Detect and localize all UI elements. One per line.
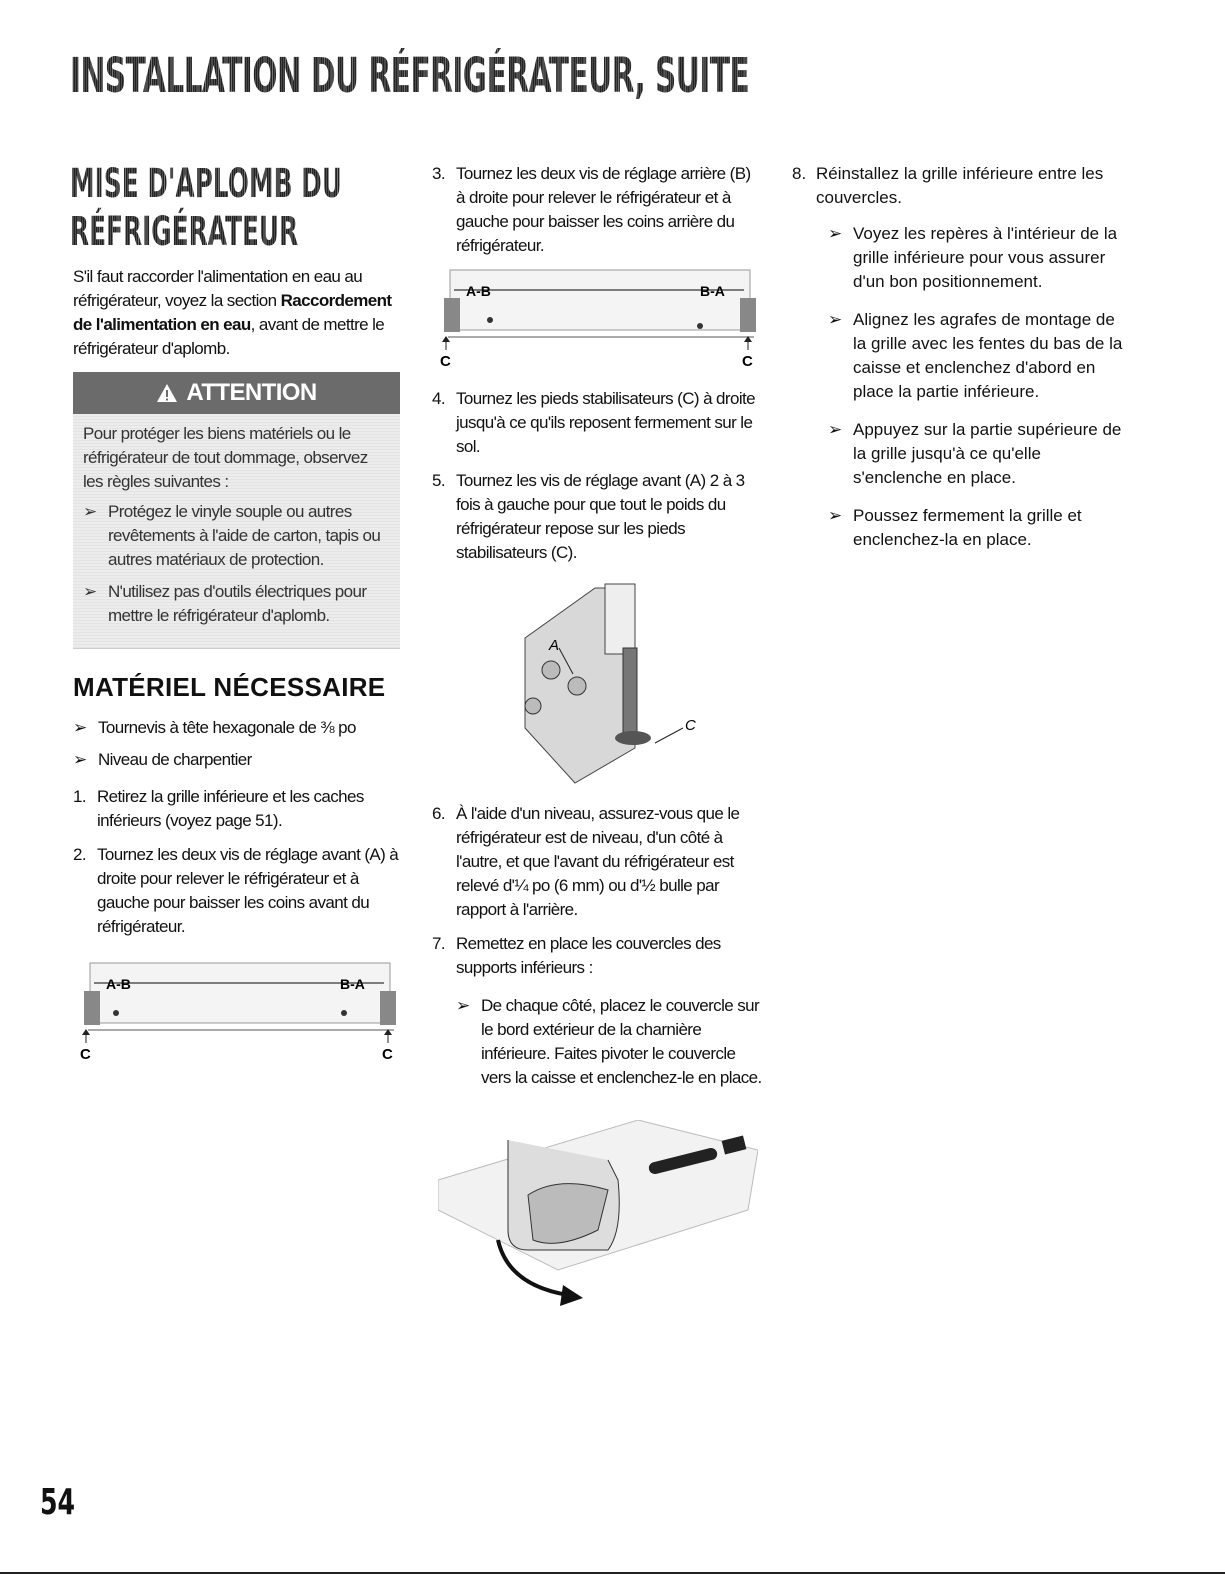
step-item: 7. Remettez en place les couvercles des supports inférieurs : <box>432 934 721 977</box>
steps-list-col2b <box>432 387 762 575</box>
step8-bullet: ➢ Alignez les agrafes de montage de la grille avec les fentes du bas de la caisse et enclenchez d'abord en place la partie inférieure. <box>828 310 1123 401</box>
footer-rule <box>0 1572 1225 1574</box>
hinge-cover-figure <box>438 1120 758 1310</box>
step-item: 1. Retirez la grille inférieure et les caches inférieurs (voyez page 51). <box>73 787 364 830</box>
step8-bullet: ➢ Voyez les repères à l'intérieur de la grille inférieure pour vous assurer d'un bon positionnement. <box>828 224 1118 291</box>
step-item: 2. Tournez les deux vis de réglage avant (A) à droite pour relever le réfrigérateur et à gauche pour baisser les coins avant du réfrigérateur. <box>73 845 399 936</box>
step-item: 6. À l'aide d'un niveau, assurez-vous que le réfrigérateur est de niveau, d'un côté à l'autre, et que l'avant du réfrigérateur est relevé d'¼ po (6 mm) ou d'½ bulle par rapport à l'arrière. <box>432 804 740 919</box>
attention-box <box>73 372 400 649</box>
intro-paragraph: S'il faut raccorder l'alimentation en eau au réfrigérateur, voyez la section Raccordement de l'alimentation en eau, avant de mettre le réfrigérateur d'aplomb. <box>73 267 392 358</box>
step-item: 8. Réinstallez la grille inférieure entre les couvercles. <box>792 164 1104 207</box>
materiel-item: ➢ Tournevis à tête hexagonale de ⅜ po <box>73 716 403 740</box>
attention-bullet: ➢ Protégez le vinyle souple ou autres revêtements à l'aide de carton, tapis ou autres matériaux de protection. <box>83 502 381 569</box>
steps-list-col1 <box>73 785 403 949</box>
arrow-bullet-icon: ➢ <box>83 502 97 521</box>
label-c-right: C <box>382 1046 393 1063</box>
step8-block <box>792 162 1132 566</box>
attention-header <box>73 372 400 414</box>
attention-label: ATTENTION <box>186 379 317 406</box>
step8-bullet: ➢ Poussez fermement la grille et enclenchez-la en place. <box>828 506 1082 549</box>
label-ab: A-B <box>106 976 131 992</box>
arrow-bullet-icon: ➢ <box>828 506 843 525</box>
page-number: 54 <box>40 1482 76 1523</box>
stabilizer-foot-figure <box>515 578 715 788</box>
section-title: MISE D'APLOMB DU RÉFRIGÉRATEUR <box>70 160 392 256</box>
front-leveling-figure <box>78 955 408 1065</box>
label-ba: B-A <box>340 976 365 992</box>
label-c-left: C <box>440 353 451 370</box>
step7-bullet: ➢ De chaque côté, placez le couvercle sur le bord extérieur de la charnière inférieure. Faites pivoter le couvercle vers la caisse et enclenchez-le en place. <box>456 996 762 1087</box>
attention-bullet: ➢ N'utilisez pas d'outils électriques pour mettre le réfrigérateur d'aplomb. <box>83 582 367 625</box>
label-ba: B-A <box>700 283 725 299</box>
attention-text: Pour protéger les biens matériels ou le réfrigérateur de tout dommage, observez les règles suivantes : <box>83 424 368 491</box>
arrow-bullet-icon: ➢ <box>456 996 470 1015</box>
arrow-bullet-icon: ➢ <box>73 750 87 769</box>
rear-leveling-figure <box>438 262 768 372</box>
label-c-right: C <box>742 353 753 370</box>
label-c: C <box>685 717 696 734</box>
step-item: 3. Tournez les deux vis de réglage arrière (B) à droite pour relever le réfrigérateur et à gauche pour baisser les coins arrière du réfrigérateur. <box>432 164 751 255</box>
steps-list-col2c <box>432 802 762 1098</box>
materiel-list <box>73 710 403 780</box>
arrow-bullet-icon: ➢ <box>828 310 843 329</box>
arrow-bullet-icon: ➢ <box>73 718 87 737</box>
page-title: INSTALLATION DU RÉFRIGÉRATEUR, SUITE <box>70 48 750 104</box>
warning-triangle-icon <box>156 383 178 403</box>
arrow-bullet-icon: ➢ <box>828 224 843 243</box>
materiel-item: ➢ Niveau de charpentier <box>73 748 403 772</box>
arrow-bullet-icon: ➢ <box>828 420 843 439</box>
step-item: 5. Tournez les vis de réglage avant (A) 2 à 3 fois à gauche pour que tout le poids du réfrigérateur repose sur les pieds stabilisateurs (C). <box>432 471 745 562</box>
label-c-left: C <box>80 1046 91 1063</box>
arrow-bullet-icon: ➢ <box>83 582 97 601</box>
step8-bullet: ➢ Appuyez sur la partie supérieure de la grille jusqu'à ce qu'elle s'enclenche en place. <box>828 420 1122 487</box>
steps-list-col2a <box>432 162 762 268</box>
materiel-heading: MATÉRIEL NÉCESSAIRE <box>73 672 386 702</box>
step-item: 4. Tournez les pieds stabilisateurs (C) à droite jusqu'à ce qu'ils reposent fermement sur le sol. <box>432 389 755 456</box>
label-ab: A-B <box>466 283 491 299</box>
label-a: A <box>549 637 560 654</box>
